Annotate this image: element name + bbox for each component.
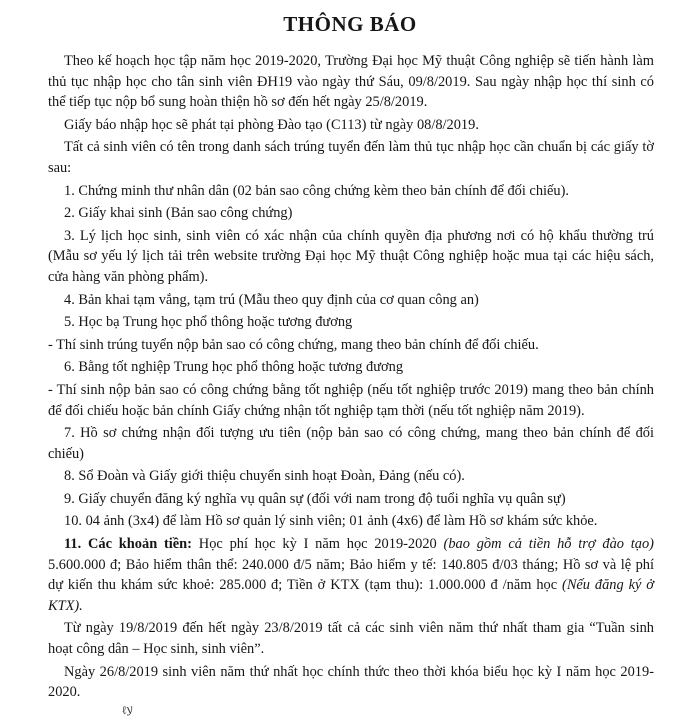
prepare-intro-paragraph: Tất cả sinh viên có tên trong danh sách trúng tuyển đến làm thủ tục nhập học cần chuẩn bị các giấy tờ sau: (48, 139, 654, 176)
fees-details: 5.600.000 đ; Bảo hiểm thân thể: 240.000 đ/5 năm; Bảo hiểm y tế: 140.805 đ/03 tháng; Hồ sơ và lệ phí dự kiến thu khám sức khoẻ: 285.000 đ; Tiền ở KTX (tạm thu): 1.000.000 đ /năm học (48, 556, 654, 594)
notice-body (0, 51, 700, 703)
admission-letter-paragraph: Giấy báo nhập học sẽ phát tại phòng Đào tạo (C113) từ ngày 08/8/2019. (64, 116, 479, 133)
study-start-paragraph: Ngày 26/8/2019 sinh viên năm thứ nhất học chính thức theo thời khóa biểu học kỳ I năm học 2019-2020. (48, 663, 654, 701)
item-4: 4. Bản khai tạm vắng, tạm trú (Mẫu theo quy định của cơ quan công an) (64, 291, 479, 308)
item-3: 3. Lý lịch học sinh, sinh viên có xác nhận của chính quyền địa phương nơi có hộ khẩu thường trú (Mẫu sơ yếu lý lịch tải trên website trường Đại học Mỹ thuật Công nghiệp hoặc mua tại các hiệu sách, cửa hàng văn phòng phẩm). (48, 227, 654, 285)
item-5: 5. Học bạ Trung học phổ thông hoặc tương đương (64, 314, 353, 331)
signature-mark: ℓy (120, 702, 134, 717)
item-9: 9. Giấy chuyển đăng ký nghĩa vụ quân sự (đối với nam trong độ tuổi nghĩa vụ quân sự) (64, 490, 566, 507)
item-6-note: - Thí sinh nộp bản sao có công chứng bằng tốt nghiệp (nếu tốt nghiệp trước 2019) mang theo bản chính để đối chiếu hoặc bản chính Giấy chứng nhận tốt nghiệp tạm thời (nếu tốt nghiệp năm 2019). (48, 381, 654, 419)
item-5-note: - Thí sinh trúng tuyển nộp bản sao có công chứng, mang theo bản chính để đối chiếu. (48, 336, 539, 353)
item-8: 8. Sổ Đoàn và Giấy giới thiệu chuyển sinh hoạt Đoàn, Đảng (nếu có). (64, 468, 465, 485)
item-7: 7. Hồ sơ chứng nhận đối tượng ưu tiên (nộp bản sao có công chứng, mang theo bản chính để đối chiếu) (48, 425, 654, 462)
item-11-fees (48, 534, 654, 616)
fees-tuition: Học phí học kỳ I năm học 2019-2020 (198, 536, 437, 553)
fees-label: 11. Các khoản tiền: (64, 536, 192, 553)
item-1: 1. Chứng minh thư nhân dân (02 bản sao công chứng kèm theo bản chính để đối chiếu). (64, 182, 569, 199)
page-title: THÔNG BÁO (283, 12, 417, 36)
fees-tuition-note: (bao gồm cả tiền hỗ trợ đào tạo) (443, 536, 654, 553)
item-10: 10. 04 ảnh (3x4) để làm Hồ sơ quản lý sinh viên; 01 ảnh (4x6) để làm Hồ sơ khám sức khỏe. (64, 513, 598, 530)
item-2: 2. Giấy khai sinh (Bản sao công chứng) (64, 205, 293, 222)
week-event-paragraph: Từ ngày 19/8/2019 đến hết ngày 23/8/2019 tất cả các sinh viên năm thứ nhất tham gia “Tuần sinh hoạt công dân – Học sinh, sinh viên”. (48, 620, 654, 658)
intro-paragraph: Theo kế hoạch học tập năm học 2019-2020, Trường Đại học Mỹ thuật Công nghiệp sẽ tiến hành làm thủ tục nhập học cho tân sinh viên ĐH19 vào ngày thứ Sáu, 09/8/2019. Sau ngày nhập học thí sinh có thể tiếp tục nộp bổ sung hoàn thiện hồ sơ đến hết ngày 25/8/2019. (48, 53, 654, 111)
fees-ktx-note: (Nếu đăng ký ở KTX). (48, 577, 654, 614)
item-6: 6. Bằng tốt nghiệp Trung học phổ thông hoặc tương đương (64, 359, 404, 376)
